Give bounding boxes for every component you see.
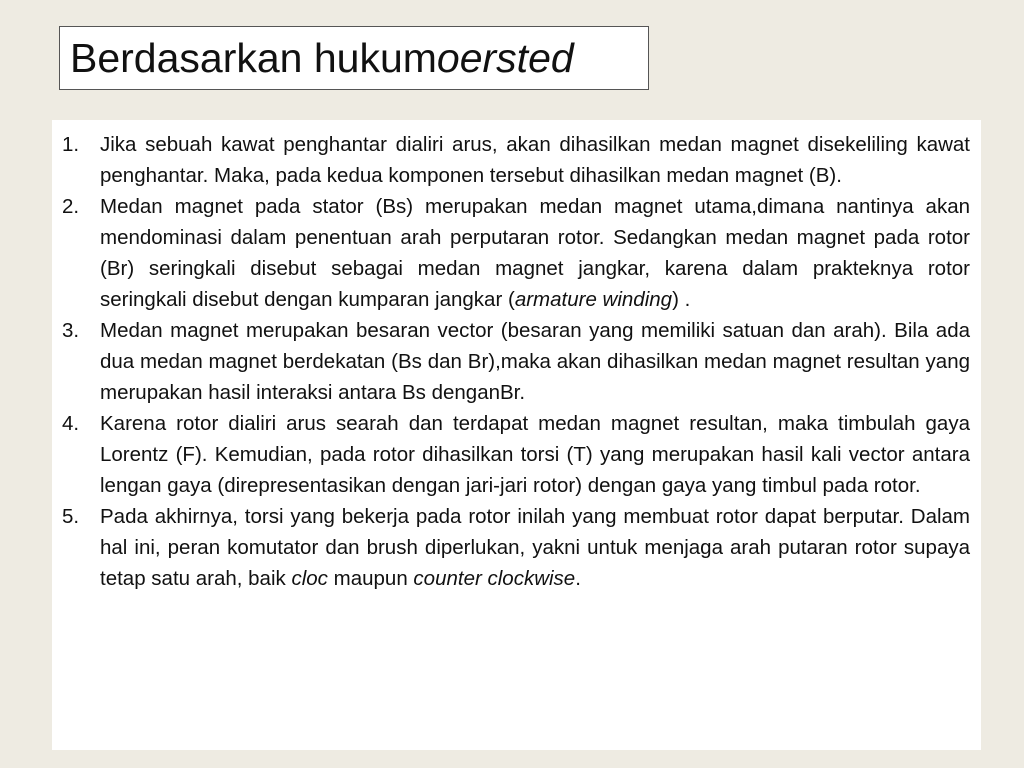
list-item-1 (62, 129, 970, 191)
item-italic-term: armature winding (514, 288, 673, 311)
list-item-2 (62, 191, 970, 315)
content-panel (52, 120, 981, 750)
list-item-4 (62, 408, 970, 501)
list-item-5 (62, 501, 970, 594)
item-italic-term-2: counter clockwise (413, 567, 576, 590)
title-text: Berdasarkan hukum (70, 34, 437, 81)
item-italic-term: cloc (291, 567, 328, 590)
list-item-3 (62, 315, 970, 408)
item-text: Karena rotor dialiri arus searah dan terdapat medan magnet resultan, maka timbulah gaya Lorentz (F). Kemudian, pada rotor dihasilkan torsi (T) yang merupakan hasil kali vector antara lengan gaya (direpresentasikan dengan jari-jari rotor) dengan gaya yang timbul pada rotor. (100, 412, 970, 497)
slide-title (59, 26, 649, 90)
item-text-after: . (575, 567, 581, 590)
item-number: 5. (62, 505, 80, 528)
numbered-list (62, 129, 970, 594)
item-text: Medan magnet merupakan besaran vector (besaran yang memiliki satuan dan arah). Bila ada dua medan magnet berdekatan (Bs dan Br),maka akan dihasilkan medan magnet resultan yang merupakan hasil interaksi antara Bs denganBr. (100, 319, 970, 404)
item-text-middle: maupun (327, 567, 414, 590)
item-text-before: Medan magnet pada stator (Bs) merupakan medan magnet utama,dimana nantinya akan mendominasi dalam penentuan arah perputaran rotor. Sedangkan medan magnet pada rotor (Br) seringkali disebut sebagai medan magnet jangkar, karena dalam prakteknya rotor seringkali disebut dengan kumparan jangkar ( (100, 195, 970, 311)
item-number: 4. (62, 412, 80, 435)
item-number: 1. (62, 133, 80, 156)
item-number: 2. (62, 195, 80, 218)
item-text: Jika sebuah kawat penghantar dialiri arus, akan dihasilkan medan magnet disekeliling kawat penghantar. Maka, pada kedua komponen tersebut dihasilkan medan magnet (B). (100, 133, 970, 187)
item-text-before: Pada akhirnya, torsi yang bekerja pada rotor inilah yang membuat rotor dapat berputar. Dalam hal ini, peran komutator dan brush diperlukan, yakni untuk menjaga arah putaran rotor supaya tetap satu arah, baik (100, 505, 970, 590)
title-emphasis: oersted (436, 34, 574, 81)
item-text-after: ) . (672, 288, 691, 311)
item-number: 3. (62, 319, 80, 342)
